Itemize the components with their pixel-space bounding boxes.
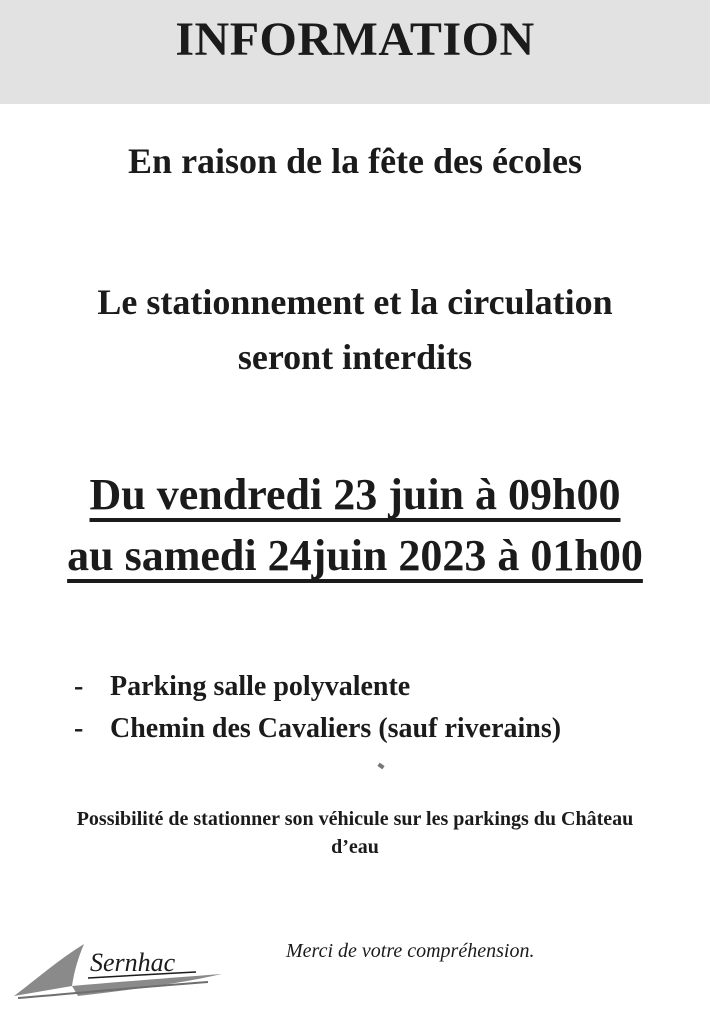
page-title: INFORMATION (175, 13, 535, 66)
date-range-start: Du vendredi 23 juin à 09h00 (89, 470, 621, 519)
list-bullet: - (74, 671, 84, 702)
town-logo (8, 938, 228, 1002)
scan-speck (377, 763, 384, 770)
list-bullet: - (74, 713, 84, 744)
list-item (74, 670, 410, 704)
list-item-label: Chemin des Cavaliers (sauf riverains) (110, 713, 562, 744)
logo-wordmark: Sernhac (90, 948, 176, 977)
notice-line-1: Le stationnement et la circulation (97, 282, 613, 322)
reason-text: En raison de la fête des écoles (128, 141, 582, 181)
alternative-parking-line-1: Possibilité de stationner son véhicule sur les parkings du Château (76, 808, 634, 830)
closing-thanks: Merci de votre compréhension. (286, 940, 535, 962)
notice-line-2: seront interdits (237, 337, 473, 377)
date-range-end: au samedi 24juin 2023 à 01h00 (67, 531, 643, 580)
list-item (74, 712, 561, 746)
list-item-label: Parking salle polyvalente (110, 671, 411, 702)
alternative-parking-line-2: d’eau (331, 836, 379, 858)
